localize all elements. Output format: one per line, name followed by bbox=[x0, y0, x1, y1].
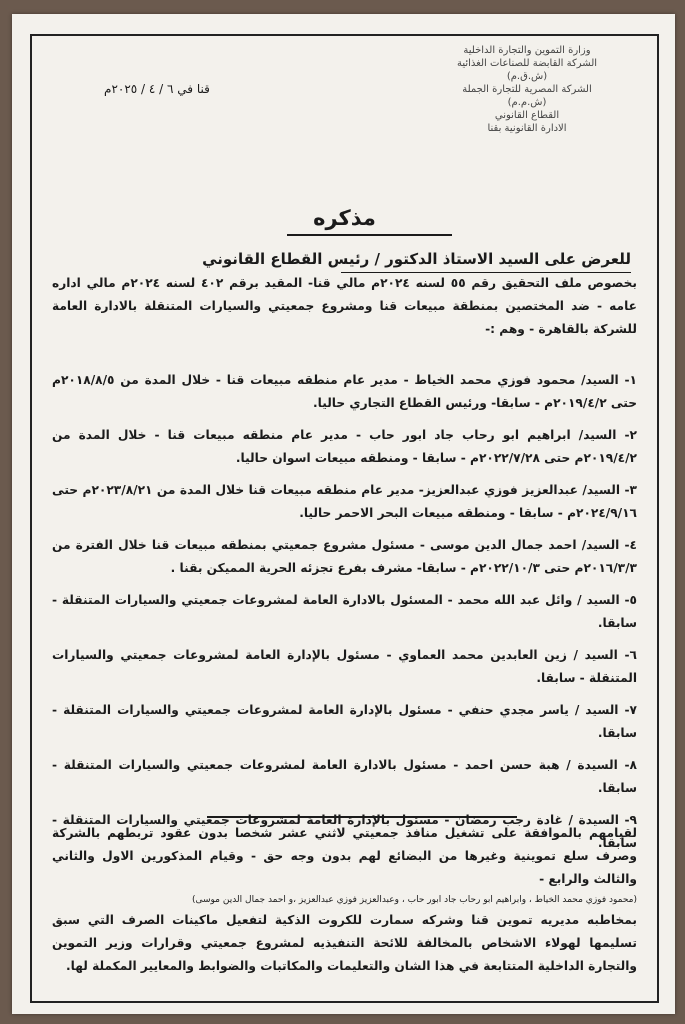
addressee-line: للعرض على السيد الاستاذ الدكتور / رئيس القطاع القانوني bbox=[202, 250, 631, 268]
letterhead-line: الشركة المصرية للتجارة الجملة bbox=[462, 84, 592, 95]
letterhead-line: (ش.م.م) bbox=[507, 97, 547, 108]
memo-title: مذكره bbox=[313, 206, 376, 230]
list-item: ٩- السيدة / غادة رجب رمضان - مسئول بالإدارة العامة لمشروعات جمعيتي والسيارات المتنقلة - سابقا. bbox=[52, 813, 637, 850]
letterhead-line: الشركة القابضة للصناعات الغذائية bbox=[456, 58, 598, 69]
list-item: ٦- السيد / زين العابدين محمد العماوي - مسئول بالإدارة العامة لمشروعات جمعيتي والسيارات المتنقلة - سابقا. bbox=[52, 648, 637, 685]
list-item: ٥- السيد / وائل عبد الله محمد - المسئول بالادارة العامة لمشروعات جمعيتي والسيارات المتنقلة - سابقا. bbox=[52, 593, 637, 630]
letterhead bbox=[427, 44, 627, 135]
letterhead-line: الادارة القانونية بقنا bbox=[487, 123, 567, 134]
list-item: ٣- السيد/ عبدالعزيز فوزي عبدالعزيز- مدير عام منطقه مبيعات قنا خلال المدة من ٢٠٢٣/٨/٢١م حتى ٢٠٢٤/٩/١٦م - سابقا - ومنطقه مبيعات البحر الاحمر حاليا. bbox=[52, 483, 637, 520]
list-item: ٨- السيدة / هبة حسن احمد - مسئول بالادارة العامة لمشروعات جمعيتي والسيارات المتنقلة - سابقا. bbox=[52, 758, 637, 795]
document-sheet bbox=[12, 14, 675, 1014]
accused-list bbox=[52, 369, 637, 864]
closing-paragraph-2: بمخاطبه مديريه تموين قنا وشركه سمارت للكروت الذكية لتفعيل ماكينات الصرف التي سبق تسليمها لهولاء الاشخاص بالمخالفة للائحة التنفيذيه لمشروع جمعيتي وقرارات وزير التموين والتجارة الداخلية المتتابعة في هذا الشان والتعليمات والمكاتبات والضوابط والمعايير المكملة لها. bbox=[52, 913, 637, 973]
section-divider bbox=[207, 816, 517, 818]
intro-paragraph bbox=[52, 272, 637, 341]
list-item: ٧- السيد / ياسر مجدي حنفي - مسئول بالإدارة العامة لمشروعات جمعيتي والسيارات المتنقلة - سابقا. bbox=[52, 703, 637, 740]
document-border bbox=[30, 34, 659, 1003]
intro-text: بخصوص ملف التحقيق رقم ٥٥ لسنه ٢٠٢٤م مالي قنا- المقيد برقم ٤٠٢ لسنه ٢٠٢٤م مالي اداره عامه - ضد المختصين بمنطقة مبيعات قنا ومشروع جمعيتي والسيارات المتنقلة بالادارة العامة للشركة بالقاهرة - وهم :- bbox=[52, 276, 637, 336]
closing-paragraph: لقيامهم بالموافقة على تشغيل منافذ جمعيتي لاثني عشر شخصا بدون عقود تربطهم بالشركة وصرف سلع تموينية وغيرها من البضائع لهم بدون وجه حق - وقيام المذكورين الاول والثاني والثالث والرابع - bbox=[52, 826, 637, 886]
list-item: ٤- السيد/ احمد جمال الدين موسى - مسئول مشروع جمعيتي بمنطقه مبيعات قنا خلال الفترة من ٢٠١٦/٣/٣م حتى ٢٠٢٢/١٠/٣م - سابقا- مشرف بفرع تجزئه الحرية المميكن بقنا . bbox=[52, 538, 637, 575]
title-underline bbox=[287, 234, 452, 236]
closing-section bbox=[52, 822, 637, 978]
letterhead-line: القطاع القانوني bbox=[494, 110, 560, 121]
document-date: قنا في ٦ / ٤ / ٢٠٢٥م bbox=[104, 82, 210, 96]
letterhead-line: وزارة التموين والتجارة الداخلية bbox=[463, 45, 591, 56]
letterhead-line: (ش.ق.م) bbox=[506, 71, 548, 82]
list-item: ١- السيد/ محمود فوزي محمد الخياط - مدير عام منطقه مبيعات قنا - خلال المدة من ٢٠١٨/٨/٥م حتى ٢٠١٩/٤/٢م - سابقا- ورئيس القطاع التجاري حاليا. bbox=[52, 373, 637, 410]
names-note: (محمود فوزي محمد الخياط ، وابراهيم ابو رحاب جاد ابور حاب ، وعبدالعزيز فوزي عبدالعزيز ،و احمد جمال الدين موسى) bbox=[191, 895, 637, 905]
list-item: ٢- السيد/ ابراهيم ابو رحاب جاد ابور حاب - مدير عام منطقه مبيعات قنا - خلال المدة من ٢٠١٩/٤/٢م حتى ٢٠٢٢/٧/٢٨م - سابقا - ومنطقه مبيعات اسوان حاليا. bbox=[52, 428, 637, 465]
